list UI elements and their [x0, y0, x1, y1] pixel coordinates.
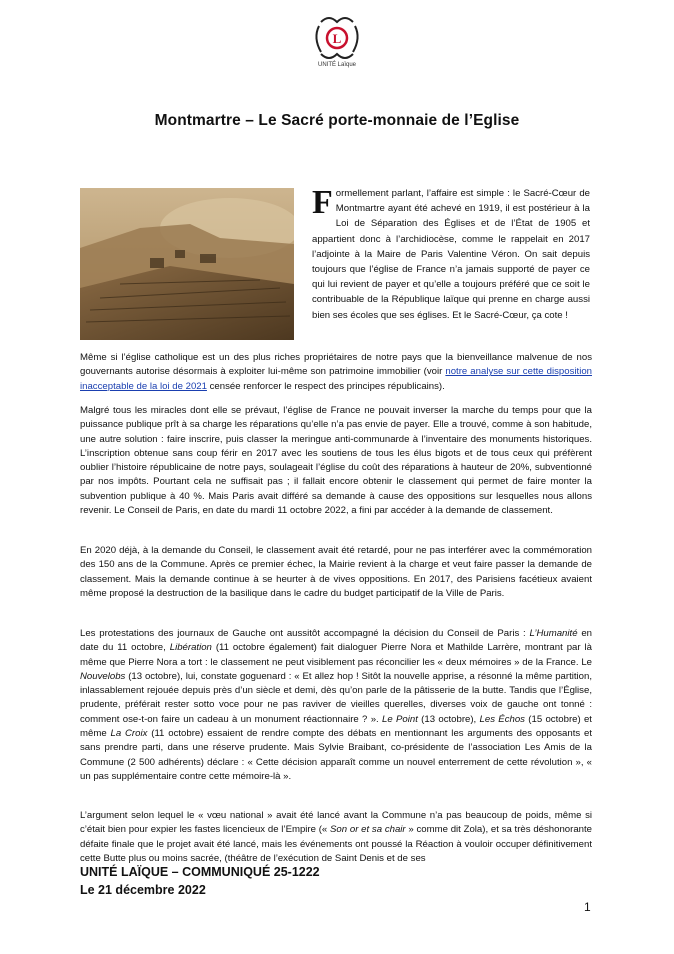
- p5-text: L’argument selon lequel le « vœu national » avait été lancé avant la Commune n’a pas beaucoup de poids, même si c’était bien pour expier les fastes licencieux de l’Empire («: [80, 810, 592, 836]
- p4-text: (11 octobre) essaient de rendre compte des débats en mentionnant les arguments des opposants et sans prendre parti, dans une réserve prudente. Mais Sylvie Braibant, co-présidente de l’association Les Amis de la Commune (2 500 adhérents) déclare : « Cette décision apparaît comme un nouvel enterrement de cette révolution », « un pas supplémentaire contre cette mémoire-là ».: [80, 728, 592, 782]
- p4-text: (13 octobre), lui, constate goguenard : « Et allez hop ! Sitôt la nouvelle apprise, a résonné la même partition, inlassablement rejouée depuis près d’un siècle et demi, dès qu’on parle de la pâtisserie de la butte. Tandis que l’Église, prudente, préférait rester sotto voce pour ne pas raviver de vieilles querelles, diverses voix de gauche ont tonné : comment ose-t-on faire un cadeau à un monument réactionnaire ? ».: [80, 670, 592, 725]
- newspaper-les-echos: Les Échos: [479, 713, 525, 725]
- p5-text: » comme dit Zola), et sa très déshonorante défaite finale que le projet avait été lancé, mais les événements ont poussé la Réaction à vouloir occuper définitivement cette Butte plus ou moins sacrée, (théâtre de l’exécution de Saint Denis et de ses: [80, 824, 592, 864]
- newspaper-liberation: Libération: [169, 642, 212, 654]
- p4-text: (15 octobre) et même: [80, 713, 592, 740]
- page-number: 1: [584, 900, 591, 914]
- communique-date: Le 21 décembre 2022: [80, 883, 206, 897]
- document-title: Montmartre – Le Sacré porte-monnaie de l’Eglise: [154, 112, 520, 129]
- communique-reference: UNITÉ LAÏQUE – COMMUNIQUÉ 25-1222: [80, 865, 320, 879]
- p1-text-after: censée renforcer le respect des principes républicains).: [206, 380, 445, 392]
- p4-text: (13 octobre),: [417, 713, 480, 725]
- sacre-coeur-construction-photo: [80, 188, 294, 340]
- p4-text: Les protestations des journaux de Gauche ont aussitôt accompagné la décision du Conseil de Paris :: [80, 628, 530, 639]
- newspaper-le-point: Le Point: [382, 713, 418, 725]
- drop-cap: F: [312, 184, 333, 221]
- intro-text: ormellement parlant, l’affaire est simple : le Sacré-Cœur de Montmartre ayant été achevé en 1919, il est postérieur à la Loi de Séparation des Églises et de l’État de 1905 et appartient donc à l’archidiocèse, comme le rappelait en 2017 l’adjointe à la Maire de Paris Valentine Véron. On sait depuis toujours que l’église de France n’a jamais supporté de payer ce qui lui revient de payer et qu’elle a toujours préféré que ce soit le contribuable de la République laïque qui prenne en charge aussi bien ses écoles que ses églises. Et le Sacré-Cœur, ça cote !: [312, 188, 590, 321]
- p1-text-before: Même si l’église catholique est un des plus riches propriétaires de notre pays que la bienveillance malvenue de nos gouvernants autorise désormais à exploiter lui-même son patrimoine immobilier (voir: [80, 352, 592, 378]
- intro-paragraph: [312, 186, 590, 323]
- p4-text: en date du 11 octobre,: [80, 628, 592, 654]
- logo-caption: UNITÉ Laïque: [317, 62, 357, 68]
- svg-text:L: L: [332, 31, 342, 46]
- zola-quote: Son or et sa chair: [330, 824, 406, 836]
- paragraph-5: [80, 809, 592, 866]
- analysis-link[interactable]: notre analyse sur cette disposition inacceptable de la loi de 2021: [80, 366, 592, 392]
- newspaper-humanite: L’Humanité: [529, 628, 578, 639]
- newspaper-la-croix: La Croix: [110, 728, 148, 740]
- document-footer: [80, 863, 320, 899]
- paragraph-2: Malgré tous les miracles dont elle se prévaut, l’église de France ne pouvait inverser la marche du temps pour que la puissance publique prît à sa charge les réparations qu’elle n’a pas envie de payer. Elle a trouvé, comme à son habitude, une autre solution : faire inscrire, puis classer la meringue anti-communarde à l’inventaire des monuments historiques. L’inscription obtenue sans coup férir en 2017 avec les soutiens de tous les élus bigots et de tous ceux qui préfèrent oublier l’histoire républicaine de notre pays, soulageait l’église du coût des réparations à hauteur de 20%, subventionné par nos impôts. Pourtant cela ne suffisait pas ; il fallait encore obtenir le classement qui permet de faire monter la subvention publique à 40 %. Mais Paris avait différé sa demande à cause des oppositions sur lesquelles nous allons revenir. Le Conseil de Paris, en date du mardi 11 octobre 2022, a fini par accéder à la demande de classement.: [80, 405, 592, 517]
- newspaper-nouvelobs: Nouvelobs: [80, 670, 126, 682]
- paragraph-1: [80, 351, 592, 394]
- p4-text: (11 octobre également) fait dialoguer Pierre Nora et Mathilde Larrère, montrant par là même que Pierre Nora a tort : le classement ne peut visiblement pas réconcilier les « deux mémoires » de la France. Le: [80, 642, 592, 668]
- paragraph-3: En 2020 déjà, à la demande du Conseil, le classement avait été retardé, pour ne pas interférer avec la commémoration des 150 ans de la Commune. Après ce premier échec, la Mairie revient à la charge et veut faire passer la demande de classement. Mais la demande continue à se heurter à de vives oppositions. En 2017, des Parisiens facétieux avaient même proposé la destruction de la basilique dans le cadre du budget participatif de la Ville de Paris.: [80, 545, 592, 599]
- paragraph-4: [80, 627, 592, 784]
